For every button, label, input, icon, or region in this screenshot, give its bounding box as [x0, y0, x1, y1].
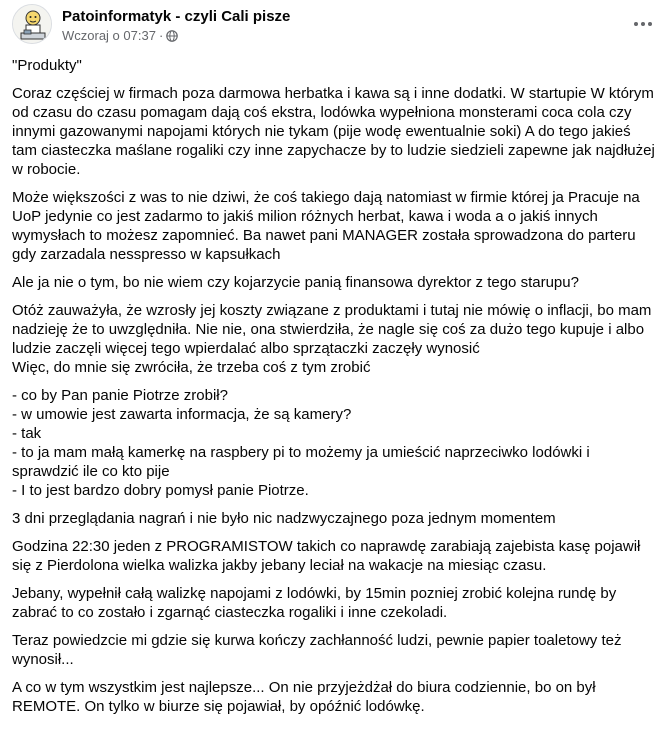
- post-body: [12, 56, 659, 725]
- post-paragraph: Jebany, wypełnił całą walizkę napojami z lodówki, by 15min pozniej zrobić kolejna rundę by zabrać to co zostało i zgarnąć ciasteczka rogaliki i inne czekoladi.: [12, 585, 617, 621]
- post-header: [12, 4, 659, 48]
- page-avatar[interactable]: [12, 4, 52, 44]
- post-paragraph: Otóż zauważyła, że wzrosły jej koszty związane z produktami i tutaj nie mówię o inflacji, bo mam nadzieję że to uwzględniła. Nie nie, ona stwierdziła, że nagle się coś za dużo tego kupuje i albo ludzie zaczęli więcej tego wpierdalać albo sprzątaczki zaczęły wynosić Więc, do mnie się zwróciła, że trzeba coś z tym zrobić: [12, 302, 652, 376]
- post-paragraph: Coraz częściej w firmach poza darmowa herbatka i kawa są i inne dodatki. W startupie W którym od czasu do czasu pomagam dają coś ekstra, lodówka wypełniona monsterami coca cola czy innymi gazowanymi napojami których nie tykam (pije wodę ewentualnie soki) A do tego jakieś tam ciasteczka maślane rogaliki czy inne zapychacze by to ludzie siedzieli zapewne jak najdłużej w robocie.: [12, 85, 655, 178]
- post-paragraph: - co by Pan panie Piotrze zrobił? - w umowie jest zawarta informacja, że są kamery? - tak - to ja mam małą kamerkę na raspbery pi to możemy ja umieścić naprzeciwko lodówki i sprawdzić ile co kto pije - I to jest bardzo dobry pomysł panie Piotrze.: [12, 387, 590, 499]
- post-paragraph: "Produkty": [12, 57, 82, 74]
- post-timestamp[interactable]: Wczoraj o 07:37: [62, 28, 156, 43]
- avatar-illustration-icon: [13, 5, 52, 44]
- globe-icon[interactable]: [166, 30, 178, 42]
- post-paragraph: Może większości z was to nie dziwi, że coś takiego dają natomiast w firmie której ja Pracuje na UoP jedynie co jest zadarmo to jakiś milion różnych herbat, kawa i woda a o jakiś innych wymysłach to możesz zapomnieć. Ba nawet pani MANAGER została sprowadzona do parteru gdy zarzadala nesspresso w kapsułkach: [12, 189, 640, 263]
- page-name-link[interactable]: Patoinformatyk - czyli Cali pisze: [62, 8, 291, 25]
- more-options-button[interactable]: [627, 8, 659, 40]
- more-horizontal-icon: [633, 21, 653, 27]
- post-paragraph: Teraz powiedzcie mi gdzie się kurwa kończy zachłanność ludzi, pewnie papier toaletowy też wynosił...: [12, 632, 622, 668]
- post-paragraph: 3 dni przeglądania nagrań i nie było nic nadzwyczajnego poza jednym momentem: [12, 510, 556, 527]
- post-paragraph: Ale ja nie o tym, bo nie wiem czy kojarzycie panią finansowa dyrektor z tego starupu?: [12, 274, 579, 291]
- meta-separator: ·: [158, 28, 164, 43]
- post-paragraph: Godzina 22:30 jeden z PROGRAMISTOW takich co naprawdę zarabiają zajebista kasę pojawił się z Pierdolona wielka walizka jakby jebany leciał na wakacje na miesiąc czasu.: [12, 538, 641, 574]
- post-meta: [62, 28, 178, 43]
- post-paragraph: A co w tym wszystkim jest najlepsze... On nie przyjeżdżał do biura codziennie, bo on był REMOTE. On tylko w biurze się pojawiał, by opóźnić lodówkę.: [12, 679, 596, 715]
